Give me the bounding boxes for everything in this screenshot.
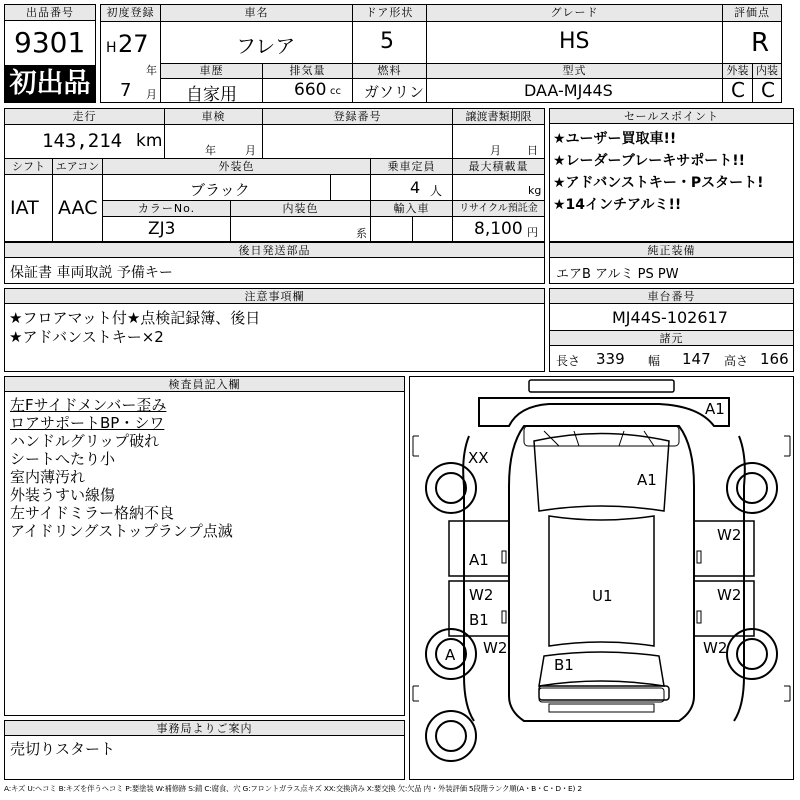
- sales-point-item: ★ユーザー買取車!!: [553, 131, 677, 147]
- int-color-unit: 系: [356, 227, 367, 240]
- capacity-label: 乗車定員: [371, 159, 452, 174]
- inspector-note: シートへたり小: [10, 450, 116, 468]
- history-value: 自家用: [186, 85, 237, 105]
- grade-value: HS: [559, 29, 590, 54]
- damage-mark: A1: [637, 471, 657, 489]
- model-code-value: DAA-MJ44S: [524, 81, 613, 100]
- exterior-grade-value: C: [731, 78, 745, 102]
- sales-point-item: ★14インチアルミ!!: [553, 197, 682, 213]
- sales-point-item: ★レーダーブレーキサポート!!: [553, 153, 746, 169]
- first-reg-month: 7: [120, 80, 132, 101]
- inspector-notes-list: [10, 396, 233, 540]
- score-label: 評価点: [723, 5, 781, 21]
- inspector-label: 検査員記入欄: [5, 377, 404, 392]
- length-label: 長さ: [556, 354, 581, 368]
- damage-mark: A: [445, 646, 456, 664]
- shift-value: IAT: [10, 197, 39, 219]
- inspector-note: ハンドルグリップ破れ: [10, 432, 160, 450]
- displacement-value: 660: [294, 80, 327, 100]
- transfer-day-unit: 日: [527, 144, 538, 157]
- damage-mark: A1: [705, 400, 725, 418]
- recycle-unit: 円: [527, 226, 538, 239]
- color-no-label: カラーNo.: [103, 201, 230, 216]
- width-label: 幅: [648, 354, 661, 368]
- fuel-label: 燃料: [353, 64, 426, 78]
- damage-mark: B1: [469, 611, 489, 629]
- grade-label: グレード: [427, 5, 722, 21]
- interior-grade-value: C: [761, 78, 775, 102]
- damage-mark: A1: [469, 551, 489, 569]
- sales-point-item: ★アドバンストキー・Pスタート!: [553, 175, 764, 191]
- dimensions-label: 諸元: [550, 331, 793, 346]
- damage-mark: B1: [554, 656, 574, 674]
- transfer-label: 譲渡書類期限: [453, 109, 544, 124]
- transfer-month-unit: 月: [490, 144, 501, 157]
- first-reg-era: H: [106, 40, 117, 56]
- inspector-note: 外装うすい線傷: [10, 486, 116, 504]
- inspector-note: ロアサポートBP・シワ: [10, 414, 165, 432]
- damage-mark: U1: [592, 587, 613, 605]
- damage-mark: W2: [483, 639, 508, 657]
- caution-list: [9, 309, 260, 347]
- exterior-grade-label: 外装: [723, 64, 752, 78]
- inspection-year-unit: 年: [205, 144, 216, 157]
- width-value: 147: [682, 350, 711, 368]
- max-load-unit: kg: [528, 184, 542, 197]
- score-value: R: [751, 28, 770, 58]
- equipment-value: エアB アルミ PS PW: [556, 267, 679, 282]
- office-notice-value: 売切りスタート: [10, 740, 116, 758]
- sales-points-label: セールスポイント: [550, 109, 793, 124]
- recycle-value: 8,100: [474, 219, 523, 239]
- int-color-label: 内装色: [231, 201, 370, 216]
- lot-label: 出品番号: [5, 5, 95, 21]
- inspection-label: 車検: [165, 109, 262, 124]
- inspector-note: アイドリングストップランプ点滅: [10, 522, 233, 540]
- fuel-value: ガソリン: [364, 83, 425, 101]
- damage-mark: W2: [469, 586, 494, 604]
- shift-label: シフト: [5, 159, 52, 174]
- equipment-label: 純正装備: [550, 243, 793, 258]
- first-reg-year-unit: 年: [146, 64, 157, 77]
- color-no-value: ZJ3: [148, 219, 176, 239]
- office-notice-label: 事務局よりご案内: [5, 721, 404, 736]
- later-parts-value: 保証書 車両取説 予備キー: [10, 265, 173, 281]
- chassis-label: 車台番号: [550, 289, 793, 304]
- max-load-label: 最大積載量: [453, 159, 544, 174]
- inspection-month-unit: 月: [245, 144, 256, 157]
- displacement-label: 排気量: [263, 64, 352, 78]
- inspector-note: 左サイドミラー格納不良: [10, 504, 174, 522]
- ext-color-value: ブラック: [190, 181, 250, 199]
- interior-grade-label: 内装: [753, 64, 781, 78]
- chassis-value: MJ44S-102617: [612, 308, 728, 327]
- recycle-label: リサイクル預託金: [453, 201, 544, 216]
- import-label: 輸入車: [371, 201, 452, 216]
- height-label: 高さ: [724, 354, 749, 368]
- damage-mark: XX: [468, 449, 489, 467]
- capacity-unit: 人: [430, 184, 443, 198]
- caution-line: ★フロアマット付★点検記録簿、後日: [9, 309, 261, 327]
- caution-line: ★アドバンストキー×2: [9, 328, 164, 346]
- car-name-label: 車名: [161, 5, 352, 21]
- first-reg-label: 初度登録: [101, 5, 160, 21]
- inspector-note: 左Fサイドメンバー歪み: [10, 396, 167, 414]
- model-code-label: 型式: [427, 64, 722, 78]
- car-name-value: フレア: [236, 34, 296, 58]
- ext-color-label: 外装色: [103, 159, 370, 174]
- inspector-note: 室内薄汚れ: [10, 468, 86, 486]
- mileage-value: 143,214: [42, 130, 123, 152]
- lot-number: 9301: [14, 26, 86, 59]
- mileage-unit: km: [136, 131, 163, 151]
- length-value: 339: [596, 350, 625, 368]
- first-reg-month-unit: 月: [146, 88, 157, 101]
- details-table: [4, 108, 545, 242]
- aircon-label: エアコン: [53, 159, 102, 174]
- damage-mark: W2: [717, 526, 742, 544]
- displacement-unit: cc: [330, 86, 341, 97]
- sales-points-list: [553, 128, 793, 216]
- registration-label: 登録番号: [263, 109, 452, 124]
- mileage-label: 走行: [5, 109, 164, 124]
- damage-mark: W2: [717, 586, 742, 604]
- caution-label: 注意事項欄: [5, 289, 544, 304]
- capacity-value: 4: [410, 178, 421, 197]
- aircon-value: AAC: [58, 197, 98, 219]
- height-value: 166: [760, 350, 789, 368]
- doors-value: 5: [380, 29, 394, 54]
- legend: A:キズ U:ヘコミ B:キズを伴うヘコミ P:要塗装 W:補修跡 S:錆 C:腐食、穴 G:フロントガラス点キズ XX:交換済み X:要交換 欠:欠品 内・外装評価 5段階ランク順(A・B・C・D・E) 2: [4, 784, 582, 793]
- doors-label: ドア形状: [353, 5, 426, 21]
- first-listing-badge: 初出品: [5, 65, 95, 102]
- damage-mark: W2: [703, 639, 728, 657]
- later-parts-label: 後日発送部品: [5, 243, 544, 258]
- history-label: 車歴: [161, 64, 262, 78]
- car-diagram: [409, 376, 794, 780]
- first-reg-year: 27: [118, 30, 149, 58]
